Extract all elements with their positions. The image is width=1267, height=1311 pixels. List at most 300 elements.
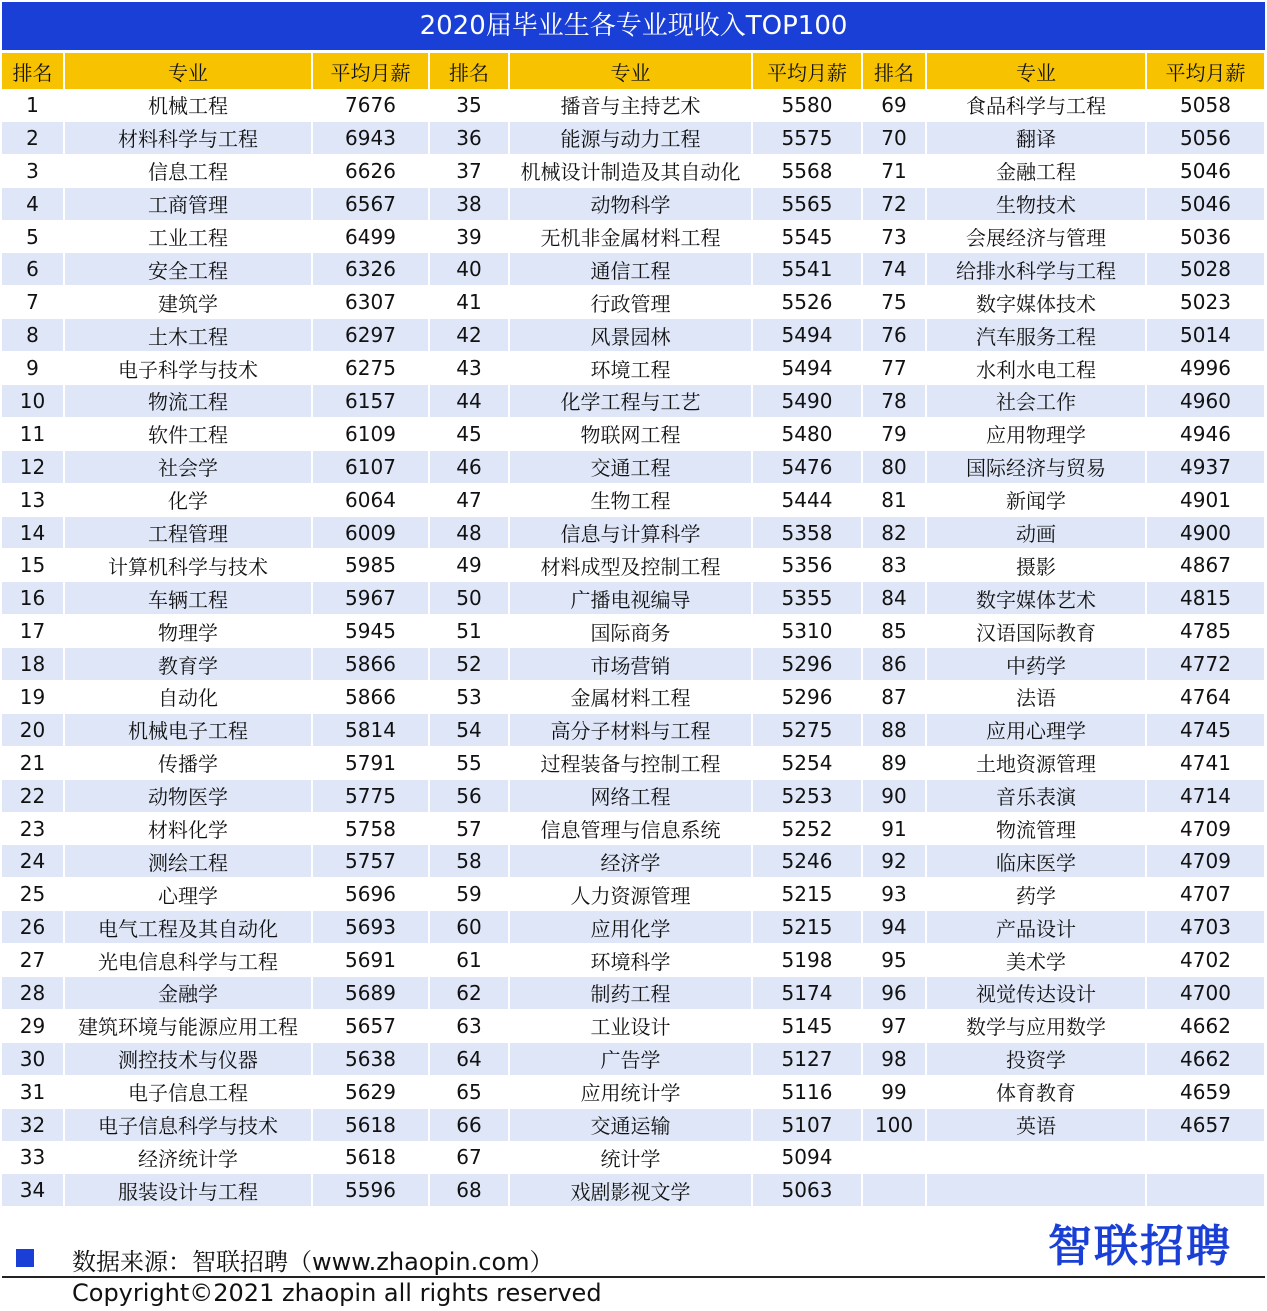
- salary-cell: 5356: [752, 549, 862, 582]
- major-cell: 金属材料工程: [509, 681, 752, 714]
- major-cell: 交通运输: [509, 1108, 752, 1141]
- header-major: 专业: [926, 53, 1146, 89]
- major-cell: 统计学: [509, 1141, 752, 1174]
- rank-cell: 100: [862, 1108, 926, 1141]
- salary-cell: 4867: [1146, 549, 1265, 582]
- major-cell: 材料科学与工程: [64, 121, 312, 154]
- salary-cell: 4709: [1146, 812, 1265, 845]
- salary-cell: 5107: [752, 1108, 862, 1141]
- table-row: [2, 220, 1265, 253]
- salary-cell: 5985: [312, 549, 429, 582]
- salary-cell: 5444: [752, 483, 862, 516]
- major-cell: 人力资源管理: [509, 878, 752, 911]
- salary-cell: 5545: [752, 220, 862, 253]
- rank-cell: 28: [2, 977, 64, 1010]
- major-cell: 法语: [926, 681, 1146, 714]
- salary-cell: 5058: [1146, 89, 1265, 121]
- salary-cell: 5296: [752, 648, 862, 681]
- header-major: 专业: [64, 53, 312, 89]
- salary-cell: 5094: [752, 1141, 862, 1174]
- rank-cell: 72: [862, 187, 926, 220]
- major-cell: 美术学: [926, 944, 1146, 977]
- salary-cell: [1146, 1174, 1265, 1207]
- salary-cell: 5310: [752, 615, 862, 648]
- major-cell: 金融学: [64, 977, 312, 1010]
- major-cell: 环境工程: [509, 352, 752, 385]
- major-cell: 工业设计: [509, 1009, 752, 1042]
- salary-cell: 5174: [752, 977, 862, 1010]
- salary-cell: 6326: [312, 253, 429, 286]
- major-cell: 通信工程: [509, 253, 752, 286]
- major-cell: 汉语国际教育: [926, 615, 1146, 648]
- rank-cell: 79: [862, 417, 926, 450]
- major-cell: 电子科学与技术: [64, 352, 312, 385]
- header-rank: 排名: [429, 53, 509, 89]
- rank-cell: 58: [429, 845, 509, 878]
- major-cell: 土木工程: [64, 319, 312, 352]
- salary-cell: 5063: [752, 1174, 862, 1207]
- major-cell: 机械设计制造及其自动化: [509, 154, 752, 187]
- major-cell: 化学工程与工艺: [509, 385, 752, 418]
- major-cell: 社会学: [64, 450, 312, 483]
- salary-cell: 5575: [752, 121, 862, 154]
- header-major: 专业: [509, 53, 752, 89]
- salary-cell: 4662: [1146, 1009, 1265, 1042]
- salary-cell: 4815: [1146, 582, 1265, 615]
- rank-cell: 56: [429, 779, 509, 812]
- salary-cell: 5145: [752, 1009, 862, 1042]
- major-cell: 投资学: [926, 1042, 1146, 1075]
- table-row: [2, 89, 1265, 121]
- salary-cell: 5275: [752, 713, 862, 746]
- salary-cell: 5866: [312, 648, 429, 681]
- salary-cell: 5618: [312, 1141, 429, 1174]
- major-cell: 广播电视编导: [509, 582, 752, 615]
- salary-cell: 5028: [1146, 253, 1265, 286]
- rank-cell: 36: [429, 121, 509, 154]
- major-cell: 过程装备与控制工程: [509, 746, 752, 779]
- rank-cell: 70: [862, 121, 926, 154]
- table-row: [2, 977, 1265, 1010]
- major-cell: 行政管理: [509, 286, 752, 319]
- table-row: [2, 1108, 1265, 1141]
- salary-cell: 5791: [312, 746, 429, 779]
- table-row: [2, 713, 1265, 746]
- rank-cell: 14: [2, 516, 64, 549]
- rank-cell: 64: [429, 1042, 509, 1075]
- rank-cell: 52: [429, 648, 509, 681]
- major-cell: 光电信息科学与工程: [64, 944, 312, 977]
- rank-cell: 47: [429, 483, 509, 516]
- major-cell: 国际经济与贸易: [926, 450, 1146, 483]
- table-title: 2020届毕业生各专业现收入TOP100: [2, 2, 1265, 50]
- rank-cell: 50: [429, 582, 509, 615]
- salary-cell: 5476: [752, 450, 862, 483]
- header-salary: 平均月薪: [752, 53, 862, 89]
- table-row: [2, 549, 1265, 582]
- table-row: [2, 385, 1265, 418]
- major-cell: 高分子材料与工程: [509, 713, 752, 746]
- source-marker-icon: [16, 1249, 34, 1267]
- table-row: [2, 417, 1265, 450]
- table-row: [2, 845, 1265, 878]
- salary-cell: 5580: [752, 89, 862, 121]
- table-row: [2, 582, 1265, 615]
- rank-cell: 83: [862, 549, 926, 582]
- salary-cell: 5945: [312, 615, 429, 648]
- table-row: [2, 779, 1265, 812]
- major-cell: 数字媒体技术: [926, 286, 1146, 319]
- salary-cell: 4764: [1146, 681, 1265, 714]
- rank-cell: 49: [429, 549, 509, 582]
- major-cell: 经济学: [509, 845, 752, 878]
- salary-cell: 5215: [752, 911, 862, 944]
- rank-cell: 13: [2, 483, 64, 516]
- table-row: [2, 681, 1265, 714]
- salary-cell: 5355: [752, 582, 862, 615]
- rank-cell: 67: [429, 1141, 509, 1174]
- major-cell: 自动化: [64, 681, 312, 714]
- salary-cell: 5252: [752, 812, 862, 845]
- salary-cell: 5246: [752, 845, 862, 878]
- salary-cell: 5757: [312, 845, 429, 878]
- table-row: [2, 746, 1265, 779]
- rank-cell: 73: [862, 220, 926, 253]
- rank-cell: 37: [429, 154, 509, 187]
- rank-cell: 96: [862, 977, 926, 1010]
- salary-cell: 5693: [312, 911, 429, 944]
- major-cell: 信息与计算科学: [509, 516, 752, 549]
- rank-cell: 12: [2, 450, 64, 483]
- salary-cell: 5866: [312, 681, 429, 714]
- rank-cell: 22: [2, 779, 64, 812]
- major-cell: 土地资源管理: [926, 746, 1146, 779]
- major-cell: 化学: [64, 483, 312, 516]
- rank-cell: 20: [2, 713, 64, 746]
- salary-cell: 5490: [752, 385, 862, 418]
- major-cell: 市场营销: [509, 648, 752, 681]
- rank-cell: 40: [429, 253, 509, 286]
- table-row: [2, 1141, 1265, 1174]
- rank-cell: 69: [862, 89, 926, 121]
- major-cell: 测绘工程: [64, 845, 312, 878]
- major-cell: 测控技术与仪器: [64, 1042, 312, 1075]
- major-cell: 中药学: [926, 648, 1146, 681]
- data-source: 数据来源：智联招聘（www.zhaopin.com）: [72, 1248, 554, 1276]
- rank-cell: 77: [862, 352, 926, 385]
- rank-cell: 42: [429, 319, 509, 352]
- major-cell: 教育学: [64, 648, 312, 681]
- salary-cell: 6943: [312, 121, 429, 154]
- major-cell: 电气工程及其自动化: [64, 911, 312, 944]
- salary-cell: 4702: [1146, 944, 1265, 977]
- salary-cell: 4709: [1146, 845, 1265, 878]
- salary-cell: 4707: [1146, 878, 1265, 911]
- table-row: [2, 878, 1265, 911]
- rank-cell: 25: [2, 878, 64, 911]
- major-cell: 应用心理学: [926, 713, 1146, 746]
- major-cell: [926, 1141, 1146, 1174]
- major-cell: 汽车服务工程: [926, 319, 1146, 352]
- rank-cell: [862, 1141, 926, 1174]
- salary-table: [2, 53, 1266, 1207]
- rank-cell: 35: [429, 89, 509, 121]
- major-cell: 临床医学: [926, 845, 1146, 878]
- rank-cell: 88: [862, 713, 926, 746]
- major-cell: 体育教育: [926, 1075, 1146, 1108]
- salary-cell: 6009: [312, 516, 429, 549]
- table-row: [2, 1174, 1265, 1207]
- rank-cell: 21: [2, 746, 64, 779]
- salary-cell: 5014: [1146, 319, 1265, 352]
- salary-cell: 5198: [752, 944, 862, 977]
- major-cell: 软件工程: [64, 417, 312, 450]
- rank-cell: 95: [862, 944, 926, 977]
- table-row: [2, 187, 1265, 220]
- rank-cell: [862, 1174, 926, 1207]
- major-cell: 生物工程: [509, 483, 752, 516]
- major-cell: 水利水电工程: [926, 352, 1146, 385]
- major-cell: 播音与主持艺术: [509, 89, 752, 121]
- salary-cell: 4741: [1146, 746, 1265, 779]
- major-cell: 药学: [926, 878, 1146, 911]
- major-cell: 产品设计: [926, 911, 1146, 944]
- salary-cell: 6499: [312, 220, 429, 253]
- major-cell: 应用物理学: [926, 417, 1146, 450]
- major-cell: 社会工作: [926, 385, 1146, 418]
- table-row: [2, 648, 1265, 681]
- rank-cell: 65: [429, 1075, 509, 1108]
- rank-cell: 33: [2, 1141, 64, 1174]
- salary-cell: 5116: [752, 1075, 862, 1108]
- salary-cell: 4700: [1146, 977, 1265, 1010]
- rank-cell: 74: [862, 253, 926, 286]
- rank-cell: 76: [862, 319, 926, 352]
- copyright: Copyright©2021 zhaopin all rights reserved: [72, 1279, 602, 1307]
- rank-cell: 38: [429, 187, 509, 220]
- table-row: [2, 450, 1265, 483]
- table-row: [2, 615, 1265, 648]
- rank-cell: 97: [862, 1009, 926, 1042]
- salary-cell: 4901: [1146, 483, 1265, 516]
- salary-cell: 4937: [1146, 450, 1265, 483]
- salary-cell: 5967: [312, 582, 429, 615]
- salary-cell: 6157: [312, 385, 429, 418]
- salary-cell: 4946: [1146, 417, 1265, 450]
- major-cell: 视觉传达设计: [926, 977, 1146, 1010]
- salary-cell: 6275: [312, 352, 429, 385]
- rank-cell: 18: [2, 648, 64, 681]
- salary-cell: 5689: [312, 977, 429, 1010]
- table-row: [2, 1075, 1265, 1108]
- salary-cell: 5036: [1146, 220, 1265, 253]
- major-cell: 建筑环境与能源应用工程: [64, 1009, 312, 1042]
- rank-cell: 87: [862, 681, 926, 714]
- major-cell: 信息管理与信息系统: [509, 812, 752, 845]
- salary-cell: 5618: [312, 1108, 429, 1141]
- rank-cell: 5: [2, 220, 64, 253]
- rank-cell: 45: [429, 417, 509, 450]
- table-row: [2, 253, 1265, 286]
- major-cell: 给排水科学与工程: [926, 253, 1146, 286]
- salary-cell: 6297: [312, 319, 429, 352]
- rank-cell: 66: [429, 1108, 509, 1141]
- rank-cell: 9: [2, 352, 64, 385]
- rank-cell: 90: [862, 779, 926, 812]
- rank-cell: 17: [2, 615, 64, 648]
- rank-cell: 43: [429, 352, 509, 385]
- zhaopin-logo: 智联招聘: [1048, 1221, 1232, 1272]
- salary-cell: 6567: [312, 187, 429, 220]
- divider: [2, 1276, 1265, 1278]
- salary-cell: 4745: [1146, 713, 1265, 746]
- rank-cell: 23: [2, 812, 64, 845]
- salary-cell: 4703: [1146, 911, 1265, 944]
- rank-cell: 62: [429, 977, 509, 1010]
- salary-cell: 4662: [1146, 1042, 1265, 1075]
- rank-cell: 61: [429, 944, 509, 977]
- rank-cell: 54: [429, 713, 509, 746]
- header-rank: 排名: [2, 53, 64, 89]
- major-cell: 心理学: [64, 878, 312, 911]
- salary-cell: 5046: [1146, 154, 1265, 187]
- rank-cell: 78: [862, 385, 926, 418]
- major-cell: 交通工程: [509, 450, 752, 483]
- major-cell: 新闻学: [926, 483, 1146, 516]
- major-cell: 应用化学: [509, 911, 752, 944]
- rank-cell: 98: [862, 1042, 926, 1075]
- rank-cell: 26: [2, 911, 64, 944]
- rank-cell: 8: [2, 319, 64, 352]
- salary-cell: 4659: [1146, 1075, 1265, 1108]
- rank-cell: 44: [429, 385, 509, 418]
- rank-cell: 99: [862, 1075, 926, 1108]
- table-row: [2, 516, 1265, 549]
- major-cell: 无机非金属材料工程: [509, 220, 752, 253]
- salary-cell: [1146, 1141, 1265, 1174]
- salary-cell: 4900: [1146, 516, 1265, 549]
- rank-cell: 34: [2, 1174, 64, 1207]
- major-cell: 网络工程: [509, 779, 752, 812]
- salary-cell: 5358: [752, 516, 862, 549]
- salary-cell: 5127: [752, 1042, 862, 1075]
- major-cell: 机械电子工程: [64, 713, 312, 746]
- rank-cell: 39: [429, 220, 509, 253]
- salary-cell: 5541: [752, 253, 862, 286]
- major-cell: 数学与应用数学: [926, 1009, 1146, 1042]
- rank-cell: 3: [2, 154, 64, 187]
- salary-cell: 5296: [752, 681, 862, 714]
- rank-cell: 41: [429, 286, 509, 319]
- rank-cell: 82: [862, 516, 926, 549]
- rank-cell: 55: [429, 746, 509, 779]
- salary-cell: 5565: [752, 187, 862, 220]
- major-cell: 工商管理: [64, 187, 312, 220]
- major-cell: 工业工程: [64, 220, 312, 253]
- major-cell: 经济统计学: [64, 1141, 312, 1174]
- table-row: [2, 286, 1265, 319]
- header-row: [2, 53, 1265, 89]
- rank-cell: 86: [862, 648, 926, 681]
- major-cell: 广告学: [509, 1042, 752, 1075]
- major-cell: [926, 1174, 1146, 1207]
- major-cell: 电子信息科学与技术: [64, 1108, 312, 1141]
- major-cell: 能源与动力工程: [509, 121, 752, 154]
- major-cell: 物理学: [64, 615, 312, 648]
- rank-cell: 59: [429, 878, 509, 911]
- major-cell: 生物技术: [926, 187, 1146, 220]
- rank-cell: 84: [862, 582, 926, 615]
- major-cell: 材料成型及控制工程: [509, 549, 752, 582]
- rank-cell: 10: [2, 385, 64, 418]
- salary-cell: 5638: [312, 1042, 429, 1075]
- major-cell: 翻译: [926, 121, 1146, 154]
- salary-cell: 5526: [752, 286, 862, 319]
- salary-cell: 5046: [1146, 187, 1265, 220]
- salary-cell: 5758: [312, 812, 429, 845]
- rank-cell: 29: [2, 1009, 64, 1042]
- major-cell: 安全工程: [64, 253, 312, 286]
- salary-cell: 6626: [312, 154, 429, 187]
- rank-cell: 91: [862, 812, 926, 845]
- major-cell: 音乐表演: [926, 779, 1146, 812]
- table-row: [2, 483, 1265, 516]
- rank-cell: 32: [2, 1108, 64, 1141]
- major-cell: 计算机科学与技术: [64, 549, 312, 582]
- salary-cell: 4772: [1146, 648, 1265, 681]
- major-cell: 戏剧影视文学: [509, 1174, 752, 1207]
- major-cell: 材料化学: [64, 812, 312, 845]
- rank-cell: 63: [429, 1009, 509, 1042]
- table-row: [2, 911, 1265, 944]
- salary-cell: 7676: [312, 89, 429, 121]
- major-cell: 物流管理: [926, 812, 1146, 845]
- major-cell: 电子信息工程: [64, 1075, 312, 1108]
- salary-cell: 4714: [1146, 779, 1265, 812]
- rank-cell: 68: [429, 1174, 509, 1207]
- rank-cell: 51: [429, 615, 509, 648]
- salary-cell: 4785: [1146, 615, 1265, 648]
- salary-cell: 6307: [312, 286, 429, 319]
- salary-cell: 5775: [312, 779, 429, 812]
- major-cell: 国际商务: [509, 615, 752, 648]
- major-cell: 环境科学: [509, 944, 752, 977]
- table-row: [2, 154, 1265, 187]
- table-row: [2, 352, 1265, 385]
- salary-cell: 5696: [312, 878, 429, 911]
- major-cell: 动物科学: [509, 187, 752, 220]
- salary-cell: 5253: [752, 779, 862, 812]
- rank-cell: 1: [2, 89, 64, 121]
- salary-cell: 5254: [752, 746, 862, 779]
- rank-cell: 53: [429, 681, 509, 714]
- salary-cell: 5480: [752, 417, 862, 450]
- major-cell: 应用统计学: [509, 1075, 752, 1108]
- major-cell: 传播学: [64, 746, 312, 779]
- rank-cell: 48: [429, 516, 509, 549]
- major-cell: 制药工程: [509, 977, 752, 1010]
- major-cell: 机械工程: [64, 89, 312, 121]
- rank-cell: 11: [2, 417, 64, 450]
- major-cell: 英语: [926, 1108, 1146, 1141]
- rank-cell: 6: [2, 253, 64, 286]
- salary-cell: 5814: [312, 713, 429, 746]
- rank-cell: 75: [862, 286, 926, 319]
- major-cell: 风景园林: [509, 319, 752, 352]
- rank-cell: 89: [862, 746, 926, 779]
- major-cell: 建筑学: [64, 286, 312, 319]
- salary-cell: 5023: [1146, 286, 1265, 319]
